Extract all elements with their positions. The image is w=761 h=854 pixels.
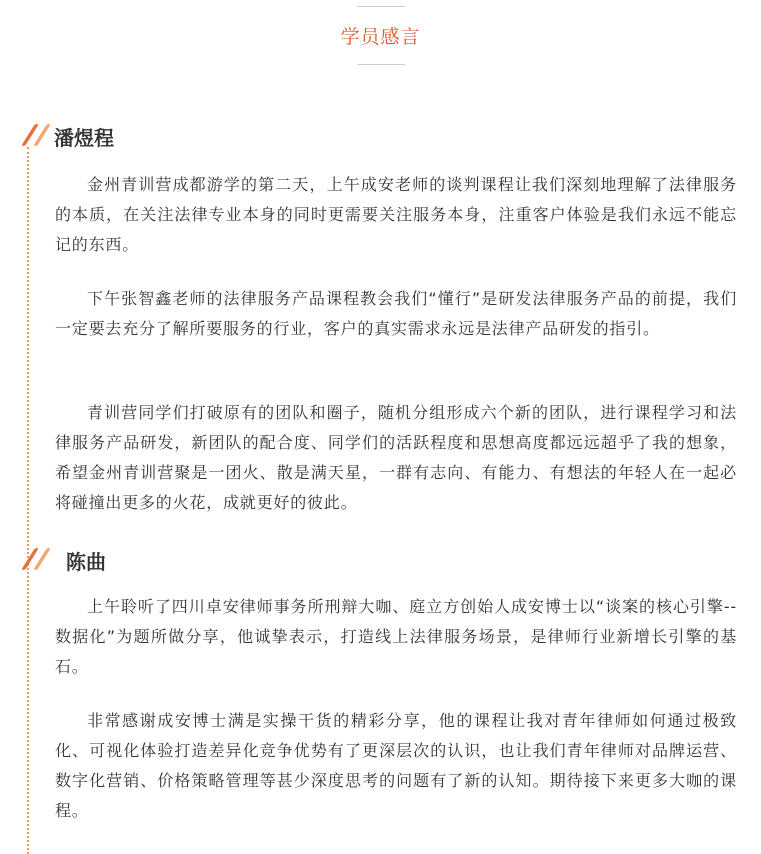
double-slash-icon [16,122,52,152]
timeline-dotted-line [27,147,29,854]
testimonial-paragraph: 青训营同学们打破原有的团队和圈子，随机分组形成六个新的团队，进行课程学习和法律服务产品研发，新团队的配合度、同学们的活跃程度和思想高度都远远超乎了我的想象，希望金州青训营聚是一团火、散是满天星，一群有志向、有能力、有想法的年轻人在一起必将碰撞出更多的火花，成就更好的彼此。 [55,403,737,512]
section-heading-2 [16,546,216,576]
testimonial-paragraph: 非常感谢成安博士满是实操干货的精彩分享，他的课程让我对青年律师如何通过极致化、可视化体验打造差异化竞争优势有了更深层次的认识，也让我们青年律师对品牌运营、数字化营销、价格策略管理等甚少深度思考的问题有了新的认知。期待接下来更多大咖的课程。 [55,711,737,820]
article-header [0,0,761,70]
header-divider-bottom [357,64,405,65]
double-slash-icon [16,546,52,576]
section-name: 潘煜程 [54,126,114,150]
testimonial-paragraph: 下午张智鑫老师的法律服务产品课程教会我们“懂行”是研发法律服务产品的前提，我们一定要去充分了解所要服务的行业，客户的真实需求永远是法律产品研发的指引。 [55,289,737,338]
header-divider-top [357,6,405,7]
page-title: 学员感言 [340,26,421,48]
section-heading-1 [16,122,216,152]
testimonial-paragraph: 上午聆听了四川卓安律师事务所刑辩大咖、庭立方创始人成安博士以“谈案的核心引擎--数据化”为题所做分享，他诚挚表示，打造线上法律服务场景，是律师行业新增长引擎的基石。 [55,597,737,676]
testimonial-paragraph: 金州青训营成都游学的第二天，上午成安老师的谈判课程让我们深刻地理解了法律服务的本质，在关注法律专业本身的同时更需要关注服务本身，注重客户体验是我们永远不能忘记的东西。 [55,175,737,254]
section-name: 陈曲 [66,550,106,574]
